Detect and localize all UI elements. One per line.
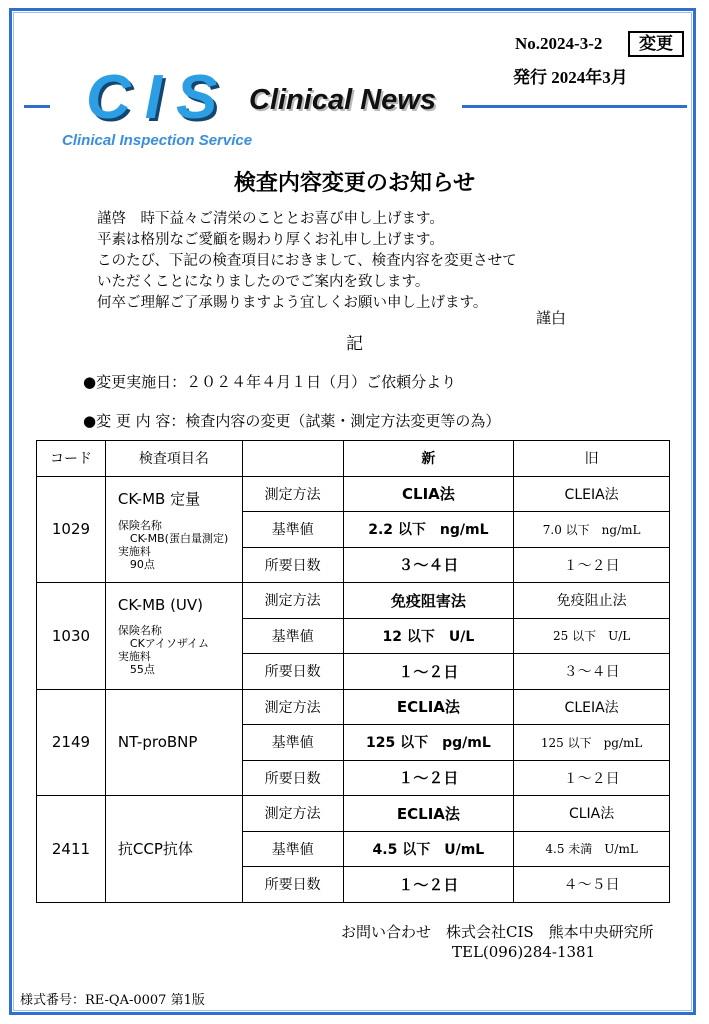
old-value: 4.5 未満 U/mL: [514, 831, 670, 867]
old-value: １～２日: [514, 760, 670, 796]
new-value: １～２日: [343, 760, 514, 796]
contact-phone: TEL(096)284-1381: [452, 943, 596, 961]
old-value: 7.0 以下 ng/mL: [514, 512, 670, 548]
old-value: CLEIA法: [514, 476, 670, 512]
old-value: CLEIA法: [514, 689, 670, 725]
new-value: 4.5 以下 U/mL: [343, 831, 514, 867]
new-value: CLIA法: [343, 476, 514, 512]
item-name-cell: [105, 689, 242, 796]
item-name: 抗CCP抗体: [117, 840, 193, 859]
item-insurance-info: [118, 519, 242, 571]
row-label: 基準値: [242, 618, 343, 654]
change-table: [36, 440, 670, 903]
letter-line: いただくことになりましたのでご案内を致します。: [97, 274, 430, 290]
fee-points: 55点: [129, 662, 155, 676]
form-number: 様式番号：RE-QA-0007 第1版: [20, 993, 205, 1008]
row-label: 測定方法: [242, 796, 343, 832]
change-badge: 変更: [628, 31, 684, 57]
old-value: CLIA法: [514, 796, 670, 832]
letter-line: 謹啓 時下益々ご清栄のこととお喜び申し上げます。: [97, 211, 444, 227]
new-value: １～２日: [343, 867, 514, 903]
table-row: [37, 583, 670, 619]
row-label: 基準値: [242, 831, 343, 867]
new-value: ECLIA法: [343, 689, 514, 725]
letter-body: [97, 209, 517, 314]
table-header-row: [37, 441, 670, 477]
newsletter-title: Clinical News: [249, 84, 436, 116]
row-label: 測定方法: [242, 689, 343, 725]
row-label: 所要日数: [242, 654, 343, 690]
item-name-cell: [105, 583, 242, 690]
item-name: NT-proBNP: [117, 733, 198, 752]
item-code: 2149: [37, 689, 106, 796]
new-value: ECLIA法: [343, 796, 514, 832]
new-value: １～２日: [343, 654, 514, 690]
new-value: ３～４日: [343, 547, 514, 583]
row-label: 所要日数: [242, 867, 343, 903]
item-code: 2411: [37, 796, 106, 903]
header-old: 旧: [514, 441, 670, 477]
insurance-name: CK-MB(蛋白量測定): [129, 531, 229, 545]
header-label: [242, 441, 343, 477]
item-code: 1030: [37, 583, 106, 690]
new-value: 12 以下 U/L: [343, 618, 514, 654]
old-value: 25 以下 U/L: [514, 618, 670, 654]
item-insurance-info: [118, 624, 242, 676]
item-name-cell: [105, 796, 242, 903]
item-code: 1029: [37, 476, 106, 583]
contact-company: お問い合わせ 株式会社CIS 熊本中央研究所: [341, 923, 654, 941]
new-value: 125 以下 pg/mL: [343, 725, 514, 761]
item-name: CK-MB (UV): [117, 595, 204, 614]
row-label: 基準値: [242, 725, 343, 761]
insurance-label: 保険名称: [117, 518, 162, 532]
logo-subtitle: Clinical Inspection Service: [62, 132, 253, 149]
insurance-name: CKアイソザイム: [129, 636, 210, 650]
issue-date: 発行 2024年3月: [513, 68, 628, 87]
letter-line: このたび、下記の検査項目におきまして、検査内容を変更させて: [97, 253, 517, 269]
change-content-line: ●変 更 内 容：検査内容の変更（試薬・測定方法変更等の為）: [83, 412, 501, 430]
letter-line: 平素は格別なご愛顧を賜わり厚くお礼申し上げます。: [97, 232, 444, 248]
old-value: ３～４日: [514, 654, 670, 690]
fee-points: 90点: [129, 557, 155, 571]
old-value: 125 以下 pg/mL: [514, 725, 670, 761]
effective-date-line: ●変更実施日：２０２４年４月１日（月）ご依頼分より: [83, 373, 457, 391]
header-code: コード: [37, 441, 106, 477]
closing-word: 謹白: [536, 309, 567, 327]
table-row: [37, 796, 670, 832]
row-label: 測定方法: [242, 583, 343, 619]
table-row: [37, 476, 670, 512]
header-rule-right: [462, 105, 687, 108]
insurance-label: 保険名称: [117, 623, 162, 637]
page-title: 検査内容変更のお知らせ: [233, 170, 476, 196]
old-value: 免疫阻止法: [514, 583, 670, 619]
header-new: 新: [343, 441, 514, 477]
item-name-cell: [105, 476, 242, 583]
ki-mark: 記: [346, 334, 363, 354]
table-row: [37, 689, 670, 725]
contact-info: [341, 922, 654, 962]
row-label: 基準値: [242, 512, 343, 548]
cis-logo: CIS: [86, 63, 232, 132]
row-label: 所要日数: [242, 547, 343, 583]
header-item-name: 検査項目名: [105, 441, 242, 477]
new-value: 2.2 以下 ng/mL: [343, 512, 514, 548]
row-label: 測定方法: [242, 476, 343, 512]
item-name: CK-MB 定量: [117, 489, 201, 508]
fee-label: 実施料: [117, 649, 151, 663]
old-value: １～２日: [514, 547, 670, 583]
new-value: 免疫阻害法: [343, 583, 514, 619]
header-rule-left: [24, 105, 50, 108]
row-label: 所要日数: [242, 760, 343, 796]
old-value: ４～５日: [514, 867, 670, 903]
document-number: No.2024-3-2: [515, 34, 603, 53]
letter-line: 何卒ご理解ご了承賜りますよう宜しくお願い申し上げます。: [97, 295, 488, 311]
fee-label: 実施料: [117, 544, 151, 558]
